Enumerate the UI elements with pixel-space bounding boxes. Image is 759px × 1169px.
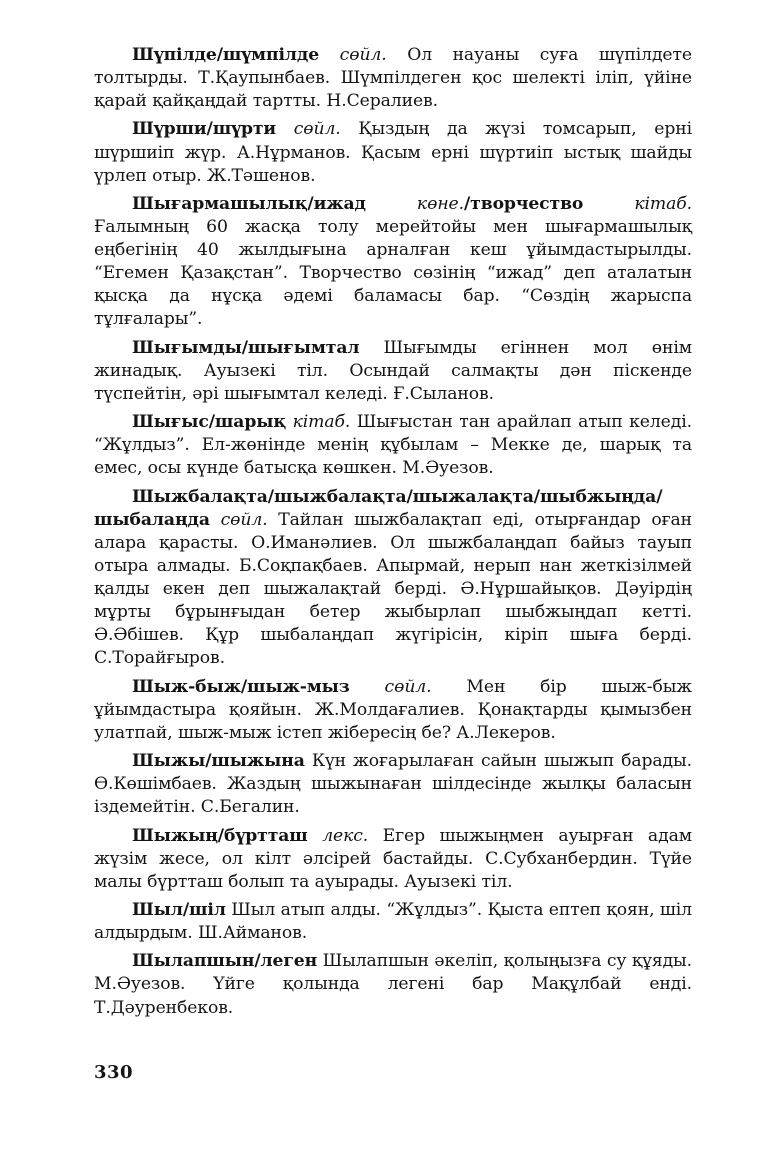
entry-text: Күн жоғарылаған сайын шыжып барады. Ө.Көшімбаев. Жаздың шыжынаған шілдесінде жылқы баласын іздемейтін. С.Бегалин. [94, 751, 692, 818]
dictionary-entry [94, 411, 692, 480]
entry-text: Ол науаны суға шүпілдете толтырды. Т.Қаупынбаев. Шүмпілдеген қос шелекті іліп, үйіне қарай қайқаңдай тартты. Н.Сералиев. [94, 45, 692, 112]
dictionary-entry [94, 193, 692, 332]
entry-text: Қыздың да жүзі томсарып, ерні шүршиіп жүр. А.Нұрманов. Қасым ерні шүртиіп ыстық шайды үрлеп отыр. Ж.Тәшенов. [94, 119, 693, 186]
entry-headword: Шыжы/шыжына [132, 751, 305, 772]
entry-text: Егер шыжыңмен ауырған адам жүзім жесе, ол кілт әлсірей бастайды. С.Субханбердин. Түйе малы бүртташ болып та ауырады. Ауызекі тіл. [94, 825, 692, 892]
dictionary-entry [94, 337, 692, 406]
entry-headword: Шыл/шіл [132, 899, 226, 920]
entry-headword: Шыжың/бүртташ [132, 825, 308, 846]
entry-headword: Шүрши/шүрти [132, 119, 277, 140]
usage-label: кітаб. [292, 412, 351, 433]
entry-headword: Шыж-быж/шыж-мыз [132, 676, 350, 697]
entry-text: Мен бір шыж-быж ұйымдастыра қояйын. Ж.Молдағалиев. Қонақтарды қымызбен улатпай, шыж-мыж істеп жібересің бе? А.Лекеров. [94, 676, 692, 743]
entry-headword: Шығымды/шығымтал [132, 337, 360, 358]
entry-text: Ғалымның 60 жасқа толу мерейтойы мен шығармашылық еңбегінің 40 жылдығына арналған кеш ұйымдастырылды. “Егемен Қазақстан”. Творчество сөзінің “ижад” деп аталатын қысқа да нұсқа әдемі баламасы бар. “Сөздің жарыспа тұлғалары”. [94, 217, 692, 330]
entry-text: Шығыстан тан арайлап атып келеді. “Жұлдыз”. Ел-жөнінде менің құбылам – Мекке де, шарық та емес, осы күнде батысқа көшкен. М.Әуезов. [94, 412, 692, 479]
usage-label: сөйл. [339, 45, 387, 65]
usage-label: сөйл. [293, 119, 341, 140]
dictionary-entry [94, 899, 692, 945]
entry-text: Шылапшын әкеліп, қолыңызға су құяды. М.Әуезов. Үйге қолында легені бар Мақұлбай енді. Т.Дәуренбеков. [94, 951, 693, 1018]
entry-text: Тайлан шыжбалақтап еді, отырғандар оған алара қарасты. О.Иманәлиев. Ол шыжбалаңдап байыз тауып отыра алмады. Б.Соқпақбаев. Апырмай, нерып нан жеткізілмей қалды екен деп шыжалақтай берді. Ә.Нұршайықов. Дәуірдің мұрты бұрынғыдан бетер жыбырлап шыбжыңдап кетті. Ә.Әбішев. Құр шыбалаңдап жүгірісін, кіріп шыға берді. С.Торайғыров. [94, 509, 692, 669]
entry-headword-variant: /творчество [464, 193, 584, 214]
usage-label: сөйл. [384, 676, 432, 697]
usage-label: лекс. [322, 825, 369, 846]
dictionary-entry [94, 750, 692, 819]
page-number: 330 [94, 1062, 134, 1083]
dictionary-entry [94, 486, 692, 671]
dictionary-entry [94, 676, 692, 745]
usage-label: сөйл. [220, 509, 268, 530]
entry-headword: Шүпілде/шүмпілде [132, 45, 320, 65]
entry-text: Шығымды егіннен мол өнім жинадық. Ауызекі тіл. Осындай салмақты дән піскенде түспейтін, әрі шығымтал келеді. Ғ.Сыланов. [94, 337, 692, 404]
usage-label-variant: кітаб. [634, 193, 692, 214]
usage-label: көне. [416, 193, 464, 214]
dictionary-entry [94, 118, 692, 187]
entry-headword: Шығыс/шарық [132, 412, 287, 433]
dictionary-entry [94, 44, 692, 113]
entry-headword: Шығармашылық/ижад [132, 193, 366, 214]
entry-headword: Шыжбалақта/шыжбалақта/шыжалақта/шыбжыңда/шыбалаңда [94, 486, 663, 530]
dictionary-entry [94, 950, 692, 1019]
entries-column [94, 44, 692, 1025]
entry-text: Шыл атып алды. “Жұлдыз”. Қыста ептеп қоян, шіл алдырдым. Ш.Айманов. [94, 899, 692, 944]
entry-headword: Шылапшын/леген [132, 951, 318, 972]
dictionary-entry [94, 825, 692, 894]
